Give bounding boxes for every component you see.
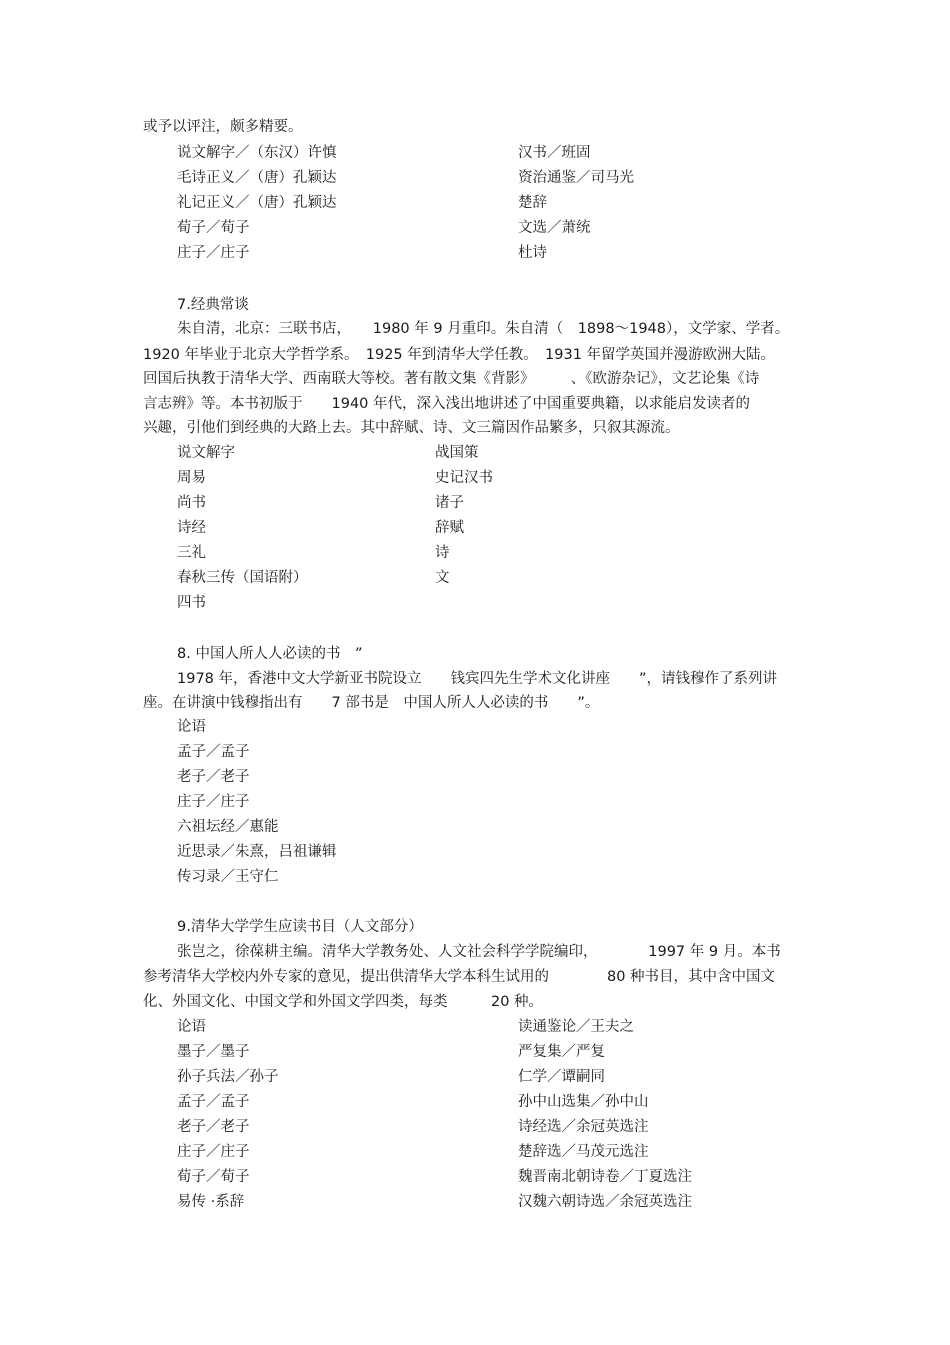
list-item: 辞赋 bbox=[435, 520, 464, 536]
list-item: 老子／老子 bbox=[177, 1119, 250, 1135]
list-item: 庄子／庄子 bbox=[177, 794, 250, 810]
list-item: 老子／老子 bbox=[177, 769, 250, 785]
list-item: 资治通鉴／司马光 bbox=[518, 170, 634, 186]
list-item: 孟子／孟子 bbox=[177, 1094, 250, 1110]
paragraph-line: 化、外国文化、中国文学和外国文学四类，每类 20 种。 bbox=[143, 994, 544, 1010]
list-item: 易传 ·系辞 bbox=[177, 1194, 245, 1210]
list-item: 传习录／王守仁 bbox=[177, 869, 279, 885]
paragraph-line: 1920 年毕业于北京大学哲学系。 1925 年到清华大学任教。 1931 年留学英国并漫游欧洲大陆。 bbox=[143, 347, 776, 363]
list-item: 礼记正义／（唐）孔颖达 bbox=[177, 195, 337, 211]
list-item: 春秋三传（国语附） bbox=[177, 570, 308, 586]
list-item: 战国策 bbox=[435, 445, 479, 461]
list-item: 庄子／庄子 bbox=[177, 245, 250, 261]
list-item: 三礼 bbox=[177, 545, 206, 561]
list-item: 六祖坛经／惠能 bbox=[177, 819, 279, 835]
list-item: 周易 bbox=[177, 470, 206, 486]
list-item: 近思录／朱熹，吕祖谦辑 bbox=[177, 844, 337, 860]
paragraph-line: 兴趣，引他们到经典的大路上去。其中辞赋、诗、文三篇因作品繁多，只叙其源流。 bbox=[143, 420, 680, 436]
list-item: 孙中山选集／孙中山 bbox=[518, 1094, 649, 1110]
list-item: 说文解字 bbox=[177, 445, 235, 461]
paragraph-line: 1978 年，香港中文大学新亚书院设立 钱宾四先生学术文化讲座 ”，请钱穆作了系列讲 bbox=[177, 671, 778, 687]
list-item: 魏晋南北朝诗卷／丁夏选注 bbox=[518, 1169, 692, 1185]
list-item: 毛诗正义／（唐）孔颖达 bbox=[177, 170, 337, 186]
list-item: 庄子／庄子 bbox=[177, 1144, 250, 1160]
list-item: 孟子／孟子 bbox=[177, 744, 250, 760]
list-item: 楚辞 bbox=[518, 195, 547, 211]
list-item: 史记汉书 bbox=[435, 470, 493, 486]
paragraph-line: 参考清华大学校内外专家的意见，提出供清华大学本科生试用的 80 种书目，其中含中国文 bbox=[143, 969, 776, 985]
list-item: 诸子 bbox=[435, 495, 464, 511]
list-item: 汉书／班固 bbox=[518, 145, 591, 161]
list-item: 诗经选／余冠英选注 bbox=[518, 1119, 649, 1135]
list-item: 说文解字／（东汉）许慎 bbox=[177, 145, 337, 161]
list-item: 诗经 bbox=[177, 520, 206, 536]
list-item: 荀子／荀子 bbox=[177, 220, 250, 236]
list-item: 尚书 bbox=[177, 495, 206, 511]
paragraph-line: 言志辨》等。本书初版于 1940 年代，深入浅出地讲述了中国重要典籍，以求能启发读者的 bbox=[143, 396, 751, 412]
list-item: 仁学／谭嗣同 bbox=[518, 1069, 605, 1085]
paragraph-line: 座。在讲演中钱穆指出有 7 部书是 中国人所人人必读的书 ”。 bbox=[143, 695, 600, 711]
list-item: 墨子／墨子 bbox=[177, 1044, 250, 1060]
list-item: 荀子／荀子 bbox=[177, 1169, 250, 1185]
list-item: 读通鉴论／王夫之 bbox=[518, 1019, 634, 1035]
list-item: 楚辞选／马茂元选注 bbox=[518, 1144, 649, 1160]
list-item: 论语 bbox=[177, 1019, 206, 1035]
paragraph-line: 朱自清，北京：三联书店， 1980 年 9 月重印。朱自清（ 1898～1948），文学家、学者。 bbox=[177, 321, 790, 337]
list-item: 四书 bbox=[177, 595, 206, 611]
section-heading: 8. 中国人所人人必读的书 ” bbox=[177, 646, 363, 662]
paragraph-tail: 或予以评注，颇多精要。 bbox=[143, 119, 303, 135]
list-item: 论语 bbox=[177, 719, 206, 735]
list-item: 汉魏六朝诗选／余冠英选注 bbox=[518, 1194, 692, 1210]
paragraph-line: 张岂之，徐葆耕主编。清华大学教务处、人文社会科学学院编印， 1997 年 9 月。本书 bbox=[177, 944, 781, 960]
list-item: 诗 bbox=[435, 545, 450, 561]
list-item: 文选／萧统 bbox=[518, 220, 591, 236]
list-item: 孙子兵法／孙子 bbox=[177, 1069, 279, 1085]
section-heading: 9.清华大学学生应读书目（人文部分） bbox=[177, 919, 423, 935]
list-item: 杜诗 bbox=[518, 245, 547, 261]
paragraph-line: 回国后执教于清华大学、西南联大等校。著有散文集《背影》 、《欧游杂记》，文艺论集《诗 bbox=[143, 371, 760, 387]
list-item: 文 bbox=[435, 570, 450, 586]
list-item: 严复集／严复 bbox=[518, 1044, 605, 1060]
section-heading: 7.经典常谈 bbox=[177, 297, 249, 313]
